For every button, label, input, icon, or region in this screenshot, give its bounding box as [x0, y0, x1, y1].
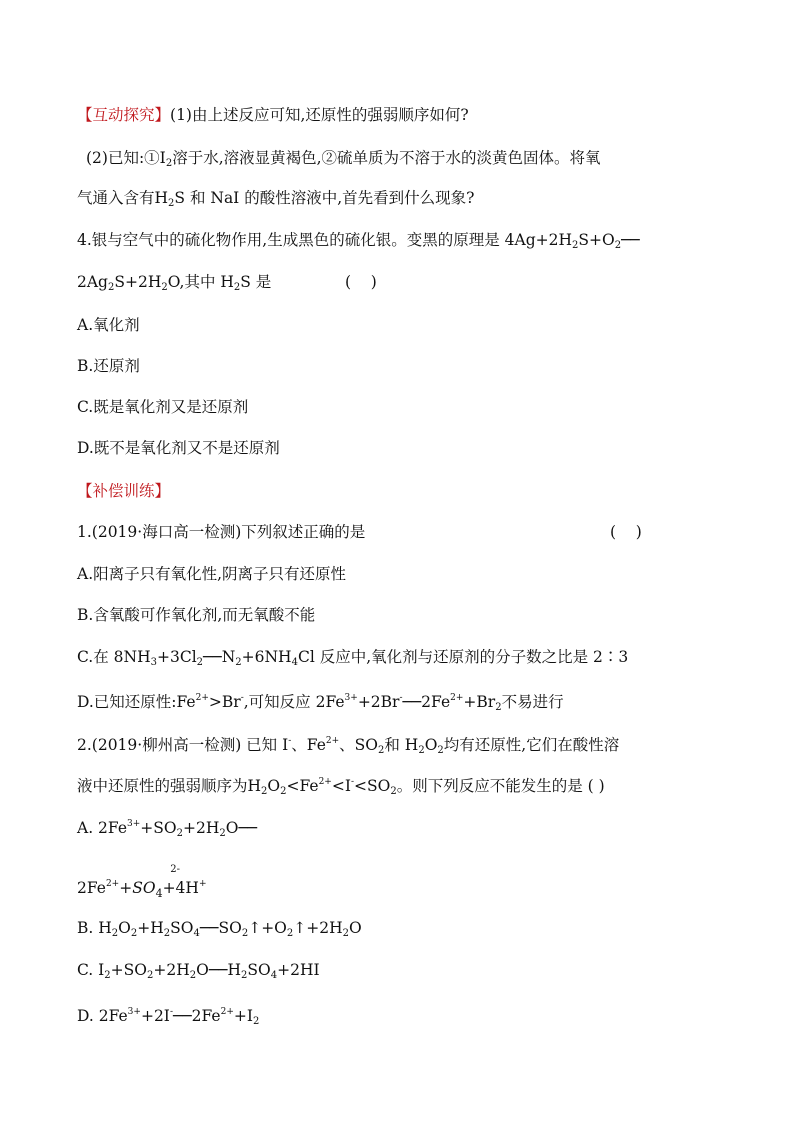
text-run: 气通入含有H [77, 189, 169, 207]
subscript: 4 [291, 657, 298, 668]
training-q2-stem [77, 731, 619, 761]
text-run: +SO [140, 819, 177, 837]
training-q1-option-b[interactable]: B.含氧酸可作氧化剂,而无氧酸不能 [77, 606, 316, 624]
text-run: B. H [77, 919, 112, 937]
text-run: S 和 NaI 的酸性溶液中,首先看到什么现象? [174, 189, 475, 207]
option-d[interactable]: D.既不是氧化剂又不是还原剂 [77, 439, 280, 457]
subscript: 2 [280, 786, 287, 797]
explore-question-1 [77, 105, 469, 125]
subscript: 2 [130, 928, 138, 939]
subscript: 2 [235, 657, 242, 668]
text-run: S 是 [240, 273, 272, 291]
text-run: 液中还原性的强弱顺序为H [77, 777, 262, 795]
text-run: 溶于水,溶液显黄褐色,②硫单质为不溶于水的淡黄色固体。将氧 [172, 149, 601, 167]
subscript: 2 [219, 828, 226, 839]
text-run: 、SO [339, 736, 378, 754]
text-run: ↑+O [248, 919, 287, 937]
superscript: 2+ [195, 693, 209, 703]
subscript: 2 [286, 928, 294, 939]
text-run: <SO [354, 777, 391, 795]
text-run: +I [233, 1007, 253, 1025]
text-run: ──2Fe [172, 1007, 221, 1025]
superscript: - [169, 1007, 173, 1017]
subscript: 2 [418, 745, 425, 756]
subscript: 2 [572, 240, 579, 251]
text-run: O [267, 777, 281, 795]
subscript: 2 [168, 198, 175, 209]
text-run: +2Br [357, 693, 400, 711]
superscript: 3+ [127, 1007, 141, 1017]
explore-q1-text: (1)由上述反应可知,还原性的强弱顺序如何? [170, 106, 469, 124]
subscript: 2 [111, 928, 119, 939]
text-run: D. 2Fe [77, 1007, 128, 1025]
text-run: ──SO [199, 919, 242, 937]
subscript: 2 [233, 282, 241, 293]
training-q2-option-d[interactable] [77, 1002, 259, 1032]
text-run: S+O [578, 231, 615, 249]
reaction-arrow: ── [621, 231, 640, 249]
training-q2-option-a[interactable] [77, 814, 257, 844]
subscript: 2 [342, 928, 349, 939]
subscript: 2 [253, 1016, 260, 1027]
text-run: +Br [463, 693, 496, 711]
text-run: SO [132, 879, 156, 897]
superscript: 3+ [127, 819, 141, 829]
sulfate-ion [132, 864, 180, 904]
subscript: 4 [155, 887, 163, 900]
text-run: 2Ag [77, 273, 108, 291]
text-run: C. I [77, 961, 105, 979]
text-run: O [118, 919, 131, 937]
subscript: 2 [161, 282, 168, 293]
question-4-stem [77, 230, 640, 256]
training-q2-stem-cont [77, 772, 605, 802]
text-run: +4H [162, 879, 199, 897]
text-run: 2Fe [77, 879, 106, 897]
superscript: + [198, 879, 207, 889]
text-run: +3Cl [156, 648, 197, 666]
superscript: 2+ [318, 777, 332, 787]
training-q1-stem: 1.(2019·海口高一检测)下列叙述正确的是 [77, 523, 366, 541]
training-q1-option-a[interactable]: A.阳离子只有氧化性,阴离子只有还原性 [77, 565, 347, 583]
text-run: <Fe [286, 777, 319, 795]
training-q1-option-d[interactable] [77, 688, 564, 718]
subscript: 2 [390, 786, 397, 797]
text-run: ──2Fe [402, 693, 451, 711]
text-run: >Br [208, 693, 241, 711]
superscript: 2+ [105, 879, 120, 889]
text-run: 2.(2019·柳州高一检测) 已知 I [77, 736, 289, 754]
subscript: 2 [437, 745, 444, 756]
text-run: (2)已知:①I [86, 149, 166, 167]
superscript: 3+ [344, 693, 358, 703]
text-run: +H [137, 919, 164, 937]
text-run: 和 H [384, 736, 419, 754]
subscript: 2 [495, 702, 502, 713]
subscript: 2 [241, 928, 249, 939]
option-c[interactable]: C.既是氧化剂又是还原剂 [77, 398, 249, 416]
text-run: 、Fe [291, 736, 326, 754]
subscript: 2 [614, 240, 622, 251]
text-run: O──H [196, 961, 242, 979]
subscript: 4 [270, 970, 278, 981]
subscript: 2 [107, 282, 115, 293]
superscript: - [350, 777, 355, 787]
answer-blank[interactable]: ( ) [610, 523, 642, 541]
subscript: 4 [193, 928, 200, 939]
subscript: 2 [241, 970, 248, 981]
subscript: 2 [176, 828, 183, 839]
text-run: +SO [110, 961, 147, 979]
subscript: 2 [165, 158, 173, 169]
text-run: D.已知还原性:Fe [77, 693, 196, 711]
text-run: 。则下列反应不能发生的是 ( ) [396, 777, 605, 795]
text-run: <I [331, 777, 351, 795]
text-run: ,可知反应 2Fe [243, 693, 345, 711]
text-run: ──N [203, 648, 236, 666]
superscript: - [240, 693, 244, 703]
text-run: ↑+2H [293, 919, 343, 937]
text-run: +2H [182, 819, 220, 837]
training-q2-option-b[interactable] [77, 918, 362, 944]
text-run: O [424, 736, 438, 754]
subscript: 2 [104, 970, 111, 981]
text-run: +2H [153, 961, 190, 979]
text-run: +2HI [277, 961, 320, 979]
option-a[interactable]: A.氧化剂 [77, 316, 140, 334]
option-b[interactable]: B.还原剂 [77, 357, 140, 375]
superscript: 2+ [450, 693, 464, 703]
text-run: O [349, 919, 362, 937]
training-q2-option-a-cont [77, 864, 207, 904]
superscript: 2+ [220, 1007, 234, 1017]
text-run: 不易进行 [501, 693, 564, 711]
subscript: 2 [147, 970, 154, 981]
explore-question-2 [86, 148, 601, 174]
subscript: 2 [163, 928, 171, 939]
subscript: 2 [196, 657, 204, 668]
text-run: O,其中 H [167, 273, 234, 291]
text-run: 均有还原性,它们在酸性溶 [443, 736, 620, 754]
subscript: 3 [150, 657, 157, 668]
superscript: 2+ [325, 736, 340, 746]
training-header: 【补偿训练】 [77, 482, 171, 500]
text-run: A. 2Fe [77, 819, 127, 837]
text-run: S+2H [114, 273, 162, 291]
text-run: C.在 8NH [77, 648, 151, 666]
subscript: 2 [377, 745, 385, 756]
explore-label: 【互动探究】 [77, 106, 171, 124]
question-4-stem-cont [77, 272, 271, 298]
text-run: Cl 反应中,氧化剂与还原剂的分子数之比是 2∶3 [297, 648, 629, 666]
text-run: SO [247, 961, 271, 979]
training-q1-option-c[interactable] [77, 647, 628, 673]
superscript: - [288, 736, 292, 746]
text-run: + [119, 879, 133, 897]
text-run: O── [225, 819, 258, 837]
text-run: SO [170, 919, 194, 937]
training-q2-option-c[interactable] [77, 960, 320, 986]
subscript: 2 [261, 786, 268, 797]
superscript: 2- [170, 864, 180, 875]
text-run: +6NH [241, 648, 292, 666]
text-run: +2I [140, 1007, 170, 1025]
text-run: 4.银与空气中的硫化物作用,生成黑色的硫化银。变黑的原理是 4Ag+2H [77, 231, 572, 249]
explore-question-2-cont [77, 188, 474, 214]
superscript: - [399, 693, 403, 703]
subscript: 2 [189, 970, 197, 981]
answer-blank[interactable]: ( ) [345, 273, 377, 291]
